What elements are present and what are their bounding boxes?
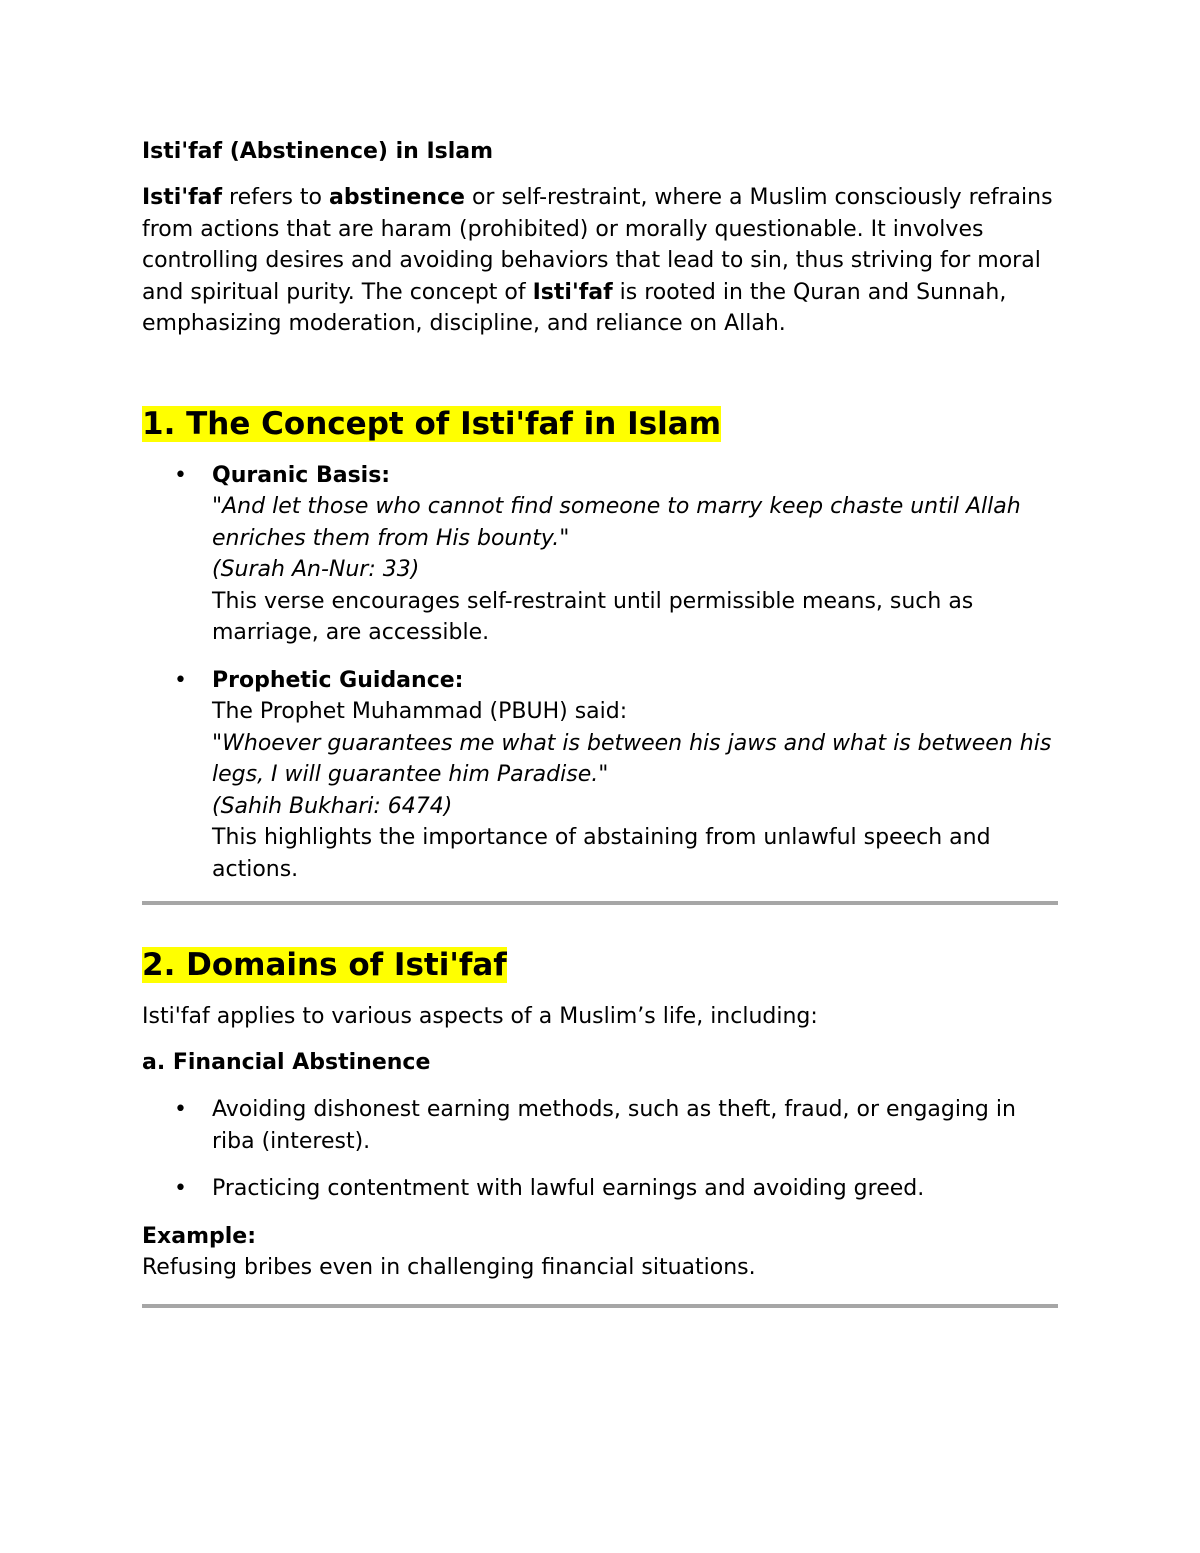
intro-text-1: refers to: [222, 185, 330, 210]
intro-paragraph: [142, 182, 1060, 340]
list-item-prophetic-guidance: [142, 665, 1060, 886]
intro-text-2: or self-restraint, where a Muslim consciously refrains from actions that are haram (prohibited) or morally questionable. It involves controlling desires and avoiding behaviors that lead to sin, thus striving for moral and spiritual purity. The concept of: [142, 185, 1053, 305]
term-abstinence: abstinence: [329, 185, 465, 210]
bullet-icon: •: [174, 1176, 187, 1201]
list-item-text: Practicing contentment with lawful earnings and avoiding greed.: [212, 1176, 925, 1201]
term-istifaf: Isti'faf: [142, 185, 223, 210]
document-title: Isti'faf (Abstinence) in Islam: [142, 139, 494, 164]
lead-line: The Prophet Muhammad (PBUH) said:: [212, 699, 628, 724]
quote-text: Whoever guarantees me what is between his jaws and what is between his legs, I will guarantee him Paradise.: [212, 730, 1052, 787]
citation: (Surah An-Nur: 33): [212, 557, 420, 582]
section-1-list: [142, 460, 1060, 886]
example-label: Example:: [142, 1223, 256, 1249]
bullet-label: Quranic Basis:: [212, 462, 391, 488]
explanation: This verse encourages self-restraint until permissible means, such as marriage, are accessible.: [212, 588, 974, 645]
section-2-intro: Isti'faf applies to various aspects of a Muslim’s life, including:: [142, 1004, 818, 1029]
quote-line: "And let those who cannot find someone to marry keep chaste until Allah enriches them from His bounty.": [212, 494, 1021, 551]
document-page: [142, 136, 1060, 1308]
list-item-quranic-basis: [142, 460, 1060, 649]
list-item-text: Avoiding dishonest earning methods, such as theft, fraud, or engaging in riba (interest).: [212, 1097, 1016, 1154]
quote-text: And let those who cannot find someone to marry keep chaste until Allah enriches them from His bounty.: [212, 494, 1021, 551]
section-2-list: [142, 1094, 1060, 1205]
example-text: Refusing bribes even in challenging financial situations.: [142, 1255, 756, 1280]
explanation: This highlights the importance of abstaining from unlawful speech and actions.: [212, 825, 991, 882]
quote-line: "Whoever guarantees me what is between his jaws and what is between his legs, I will guarantee him Paradise.": [212, 730, 1052, 787]
bullet-icon: •: [174, 667, 187, 693]
citation: (Sahih Bukhari: 6474): [212, 793, 453, 819]
section-1-heading: [142, 404, 1060, 444]
section-1-heading-text: 1. The Concept of Isti'faf in Islam: [142, 405, 721, 442]
horizontal-rule-2: [142, 1304, 1058, 1308]
bullet-icon: •: [174, 1097, 187, 1122]
subheading-financial: a. Financial Abstinence: [142, 1049, 431, 1075]
bullet-label: Prophetic Guidance:: [212, 667, 464, 693]
section-2-heading: [142, 945, 1060, 985]
list-item: [142, 1094, 1060, 1157]
section-2-heading-text: 2. Domains of Isti'faf: [142, 947, 507, 983]
term-istifaf-2: Isti'faf: [532, 279, 613, 305]
list-item: [142, 1173, 1060, 1205]
intro-text-3: is rooted in the Quran and Sunnah, emphasizing moderation, discipline, and reliance on Allah.: [142, 279, 1007, 336]
bullet-icon: •: [174, 462, 187, 488]
